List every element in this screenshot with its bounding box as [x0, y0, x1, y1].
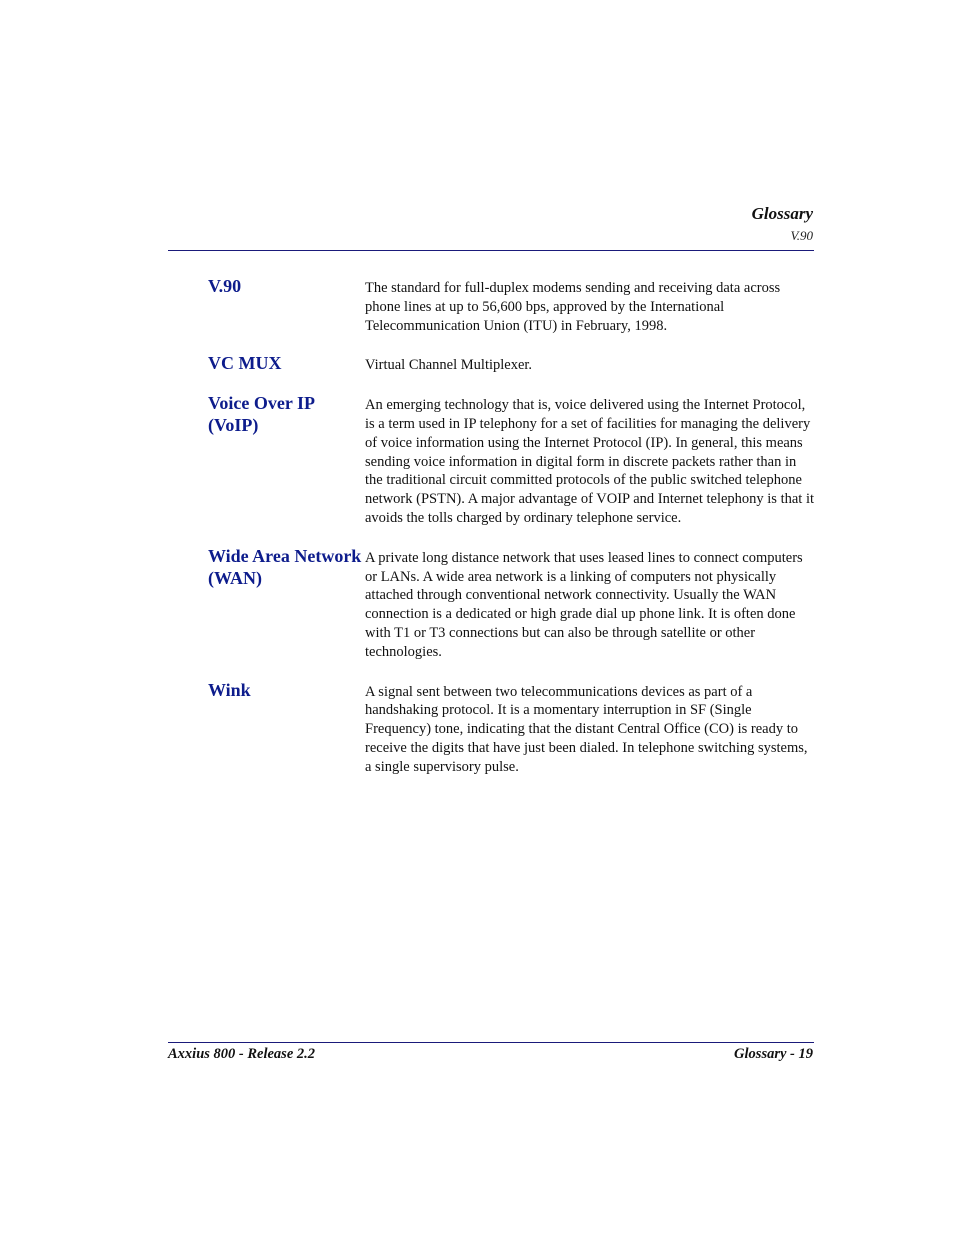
glossary-definition: A private long distance network that uses leased lines to connect computers or LANs. A wide area network is a linking of computers not physically attached through conventional network connectivity. Usually the WAN connection is a dedicated or high grade dial up phone link. It is often done with T1 or T3 connections but can also be through satellite or other technologies.: [365, 549, 803, 660]
glossary-entries: [208, 278, 814, 797]
glossary-entry: [208, 355, 814, 375]
glossary-definition: Virtual Channel Multiplexer.: [365, 357, 533, 374]
glossary-entry: [208, 278, 814, 335]
glossary-term: Voice Over IP (VoIP): [208, 393, 314, 436]
glossary-term: VC MUX: [208, 353, 282, 374]
glossary-term: Wide Area Network (WAN): [208, 545, 362, 588]
glossary-entry: [208, 679, 814, 777]
header-rule: [168, 250, 814, 251]
glossary-entry: [208, 395, 814, 528]
footer-rule: [168, 1042, 814, 1043]
glossary-term: Wink: [208, 679, 251, 700]
glossary-definition: An emerging technology that is, voice delivered using the Internet Protocol, is a term used in IP telephony for a set of facilities for managing the delivery of voice information using the Internet Protocol (IP). In general, this means sending voice information in digital form in discrete packets rather than in the traditional circuit committed protocols of the public switched telephone network (PSTN). A major advantage of VOIP and Internet telephony is that it avoids the tolls charged by ordinary telephone service.: [365, 397, 815, 526]
glossary-entry: [208, 545, 814, 662]
glossary-definition: The standard for full-duplex modems sending and receiving data across phone lines at up to 56,600 bps, approved by the International Telecommunication Union (ITU) in February, 1998.: [365, 280, 781, 334]
glossary-definition: A signal sent between two telecommunications devices as part of a handshaking protocol. It is a momentary interruption in SF (Single Frequency) tone, indicating that the distant Central Office (CO) is ready to receive the digits that have just been dialed. In telephone switching systems, a single supervisory pulse.: [365, 683, 808, 775]
footer-product-release: Axxius 800 - Release 2.2: [168, 1046, 316, 1062]
page-header-subtitle: V.90: [790, 228, 813, 243]
page-header-title: Glossary: [751, 204, 813, 223]
footer-page-number: Glossary - 19: [734, 1046, 813, 1062]
glossary-term: V.90: [208, 276, 242, 296]
